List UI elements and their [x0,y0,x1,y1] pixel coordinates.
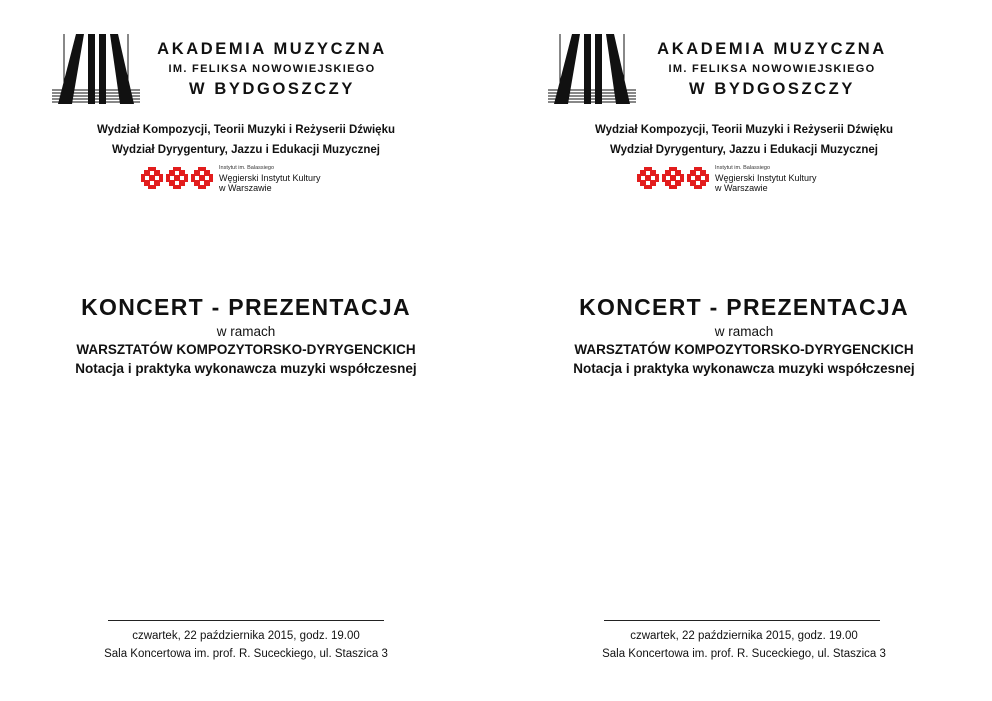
event-date: czwartek, 22 października 2015, godz. 19.00 [132,630,360,642]
institute-logo [141,163,321,193]
event-block [496,292,992,378]
event-title: KONCERT - PREZENTACJA [579,294,909,320]
academy-line-1: AKADEMIA MUZYCZNA [157,40,387,58]
faculty-conducting: Wydział Dyrygentury, Jazzu i Edukacji Muzycznej [112,144,380,156]
institute-city: w Warszawie [715,183,768,193]
academy-line-3: W BYDGOSZCZY [189,80,355,98]
institute-text [219,163,321,193]
academy-line-1: AKADEMIA MUZYCZNA [657,40,887,58]
event-subtitle: Notacja i praktyka wykonawcza muzyki współczesnej [573,361,915,376]
event-date: czwartek, 22 października 2015, godz. 19.00 [630,630,858,642]
academy-line-2: IM. FELIKSA NOWOWIEJSKIEGO [168,63,376,75]
faculty-composition: Wydział Kompozycji, Teorii Muzyki i Reżyserii Dźwięku [594,124,893,136]
faculties [496,120,992,160]
academy-line-3: W BYDGOSZCZY [689,80,855,98]
academy-line-2: IM. FELIKSA NOWOWIEJSKIEGO [668,63,876,75]
institute-name: Węgierski Instytut Kultury [715,173,817,183]
faculty-composition: Wydział Kompozycji, Teorii Muzyki i Reżyserii Dźwięku [96,124,395,136]
hungarian-flower-logo-icon [637,167,709,189]
event-workshop: WARSZTATÓW KOMPOZYTORSKO-DYRYGENCKICH [574,342,914,357]
footer [496,627,992,663]
faculties [0,120,494,160]
event-venue: Sala Koncertowa im. prof. R. Suceckiego, ul. Staszica 3 [602,648,886,660]
event-within: w ramach [216,324,276,339]
divider [604,620,880,621]
event-within: w ramach [714,324,774,339]
event-block [0,292,494,378]
hungarian-flower-logo-icon [141,167,213,189]
institute-name: Węgierski Instytut Kultury [219,173,321,183]
institute-logo [637,163,817,193]
faculty-conducting: Wydział Dyrygentury, Jazzu i Edukacji Muzycznej [610,144,878,156]
divider [108,620,384,621]
institute-small: Instytut im. Balassiego [715,165,771,171]
institute-small: Instytut im. Balassiego [219,165,275,171]
event-workshop: WARSZTATÓW KOMPOZYTORSKO-DYRYGENCKICH [76,342,416,357]
event-title: KONCERT - PREZENTACJA [81,294,411,320]
institute-city: w Warszawie [219,183,272,193]
page-right [496,0,992,701]
academy-name [122,38,422,100]
academy-name [622,38,922,100]
event-venue: Sala Koncertowa im. prof. R. Suceckiego, ul. Staszica 3 [104,648,388,660]
footer [0,627,494,663]
institute-text [715,163,817,193]
event-subtitle: Notacja i praktyka wykonawcza muzyki współczesnej [75,361,417,376]
